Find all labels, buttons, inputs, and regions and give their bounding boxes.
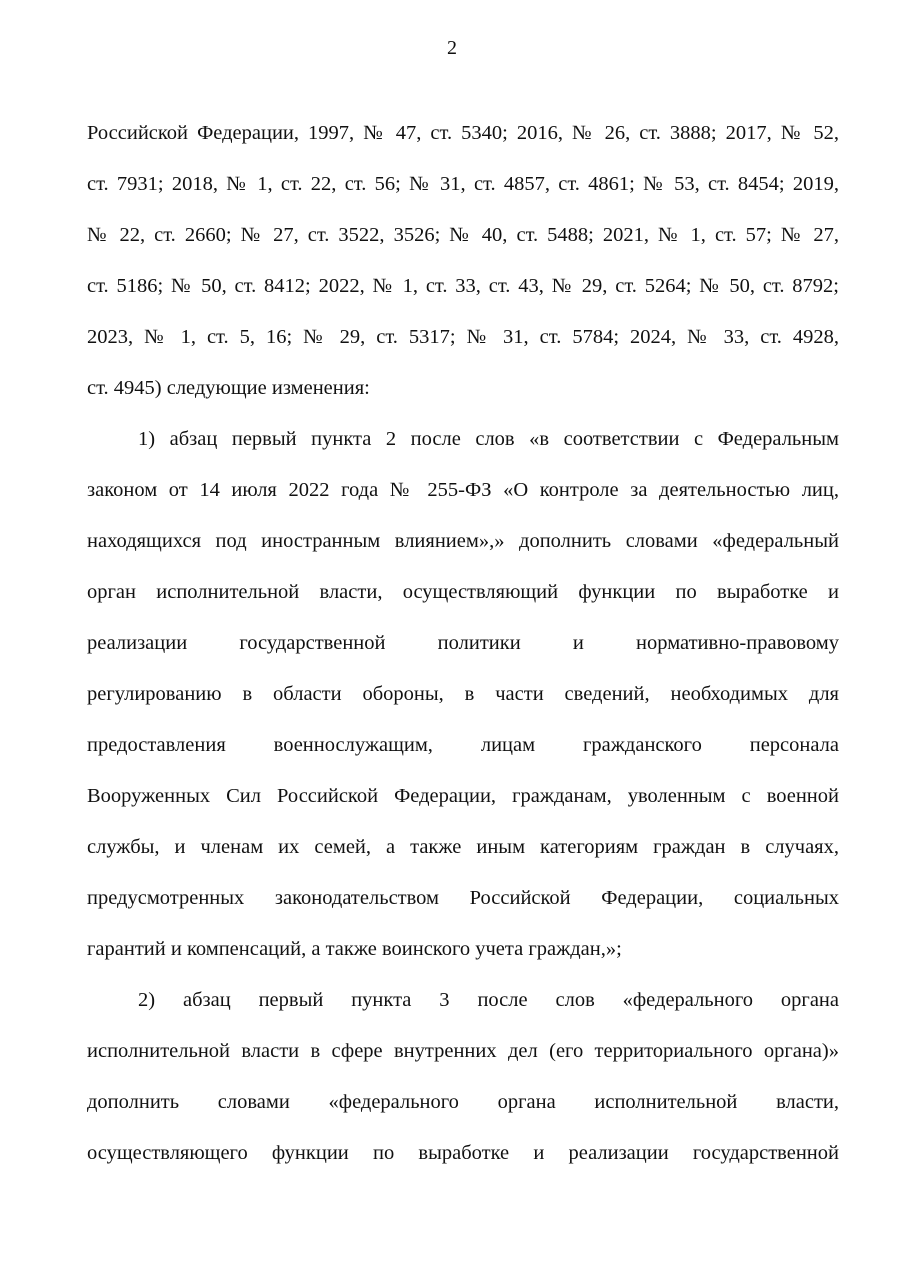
text-line: № 22, ст. 2660; № 27, ст. 3522, 3526; № 40, ст. 5488; 2021, № 1, ст. 57; № 27,	[87, 224, 839, 246]
text-line: законом от 14 июля 2022 года № 255-ФЗ «О контроле за деятельностью лиц,	[87, 479, 839, 501]
text-line: регулированию в области обороны, в части сведений, необходимых для	[87, 683, 839, 705]
text-line: Российской Федерации, 1997, № 47, ст. 5340; 2016, № 26, ст. 3888; 2017, № 52,	[87, 122, 839, 144]
text-line: гарантий и компенсаций, а также воинского учета граждан,»;	[87, 938, 622, 960]
text-line: 2023, № 1, ст. 5, 16; № 29, ст. 5317; № 31, ст. 5784; 2024, № 33, ст. 4928,	[87, 326, 839, 348]
text-line: ст. 5186; № 50, ст. 8412; 2022, № 1, ст. 33, ст. 43, № 29, ст. 5264; № 50, ст. 8792;	[87, 275, 839, 297]
page-number: 2	[447, 37, 457, 59]
text-line: исполнительной власти в сфере внутренних дел (его территориального органа)»	[87, 1040, 839, 1062]
document-body	[87, 108, 839, 1179]
text-line: предусмотренных законодательством Российской Федерации, социальных	[87, 887, 839, 909]
text-line: службы, и членам их семей, а также иным категориям граждан в случаях,	[87, 836, 839, 858]
text-line: осуществляющего функции по выработке и реализации государственной	[87, 1142, 839, 1164]
text-line: 2) абзац первый пункта 3 после слов «федерального органа	[138, 989, 839, 1011]
text-line: орган исполнительной власти, осуществляющий функции по выработке и	[87, 581, 839, 603]
text-line: Вооруженных Сил Российской Федерации, гражданам, уволенным с военной	[87, 785, 839, 807]
text-line: ст. 4945) следующие изменения:	[87, 377, 370, 399]
text-line: находящихся под иностранным влиянием»,» дополнить словами «федеральный	[87, 530, 839, 552]
text-line: реализации государственной политики и нормативно-правовому	[87, 632, 839, 654]
text-line: 1) абзац первый пункта 2 после слов «в соответствии с Федеральным	[138, 428, 839, 450]
text-line: предоставления военнослужащим, лицам гражданского персонала	[87, 734, 839, 756]
text-line: ст. 7931; 2018, № 1, ст. 22, ст. 56; № 31, ст. 4857, ст. 4861; № 53, ст. 8454; 2019,	[87, 173, 839, 195]
text-line: дополнить словами «федерального органа исполнительной власти,	[87, 1091, 839, 1113]
